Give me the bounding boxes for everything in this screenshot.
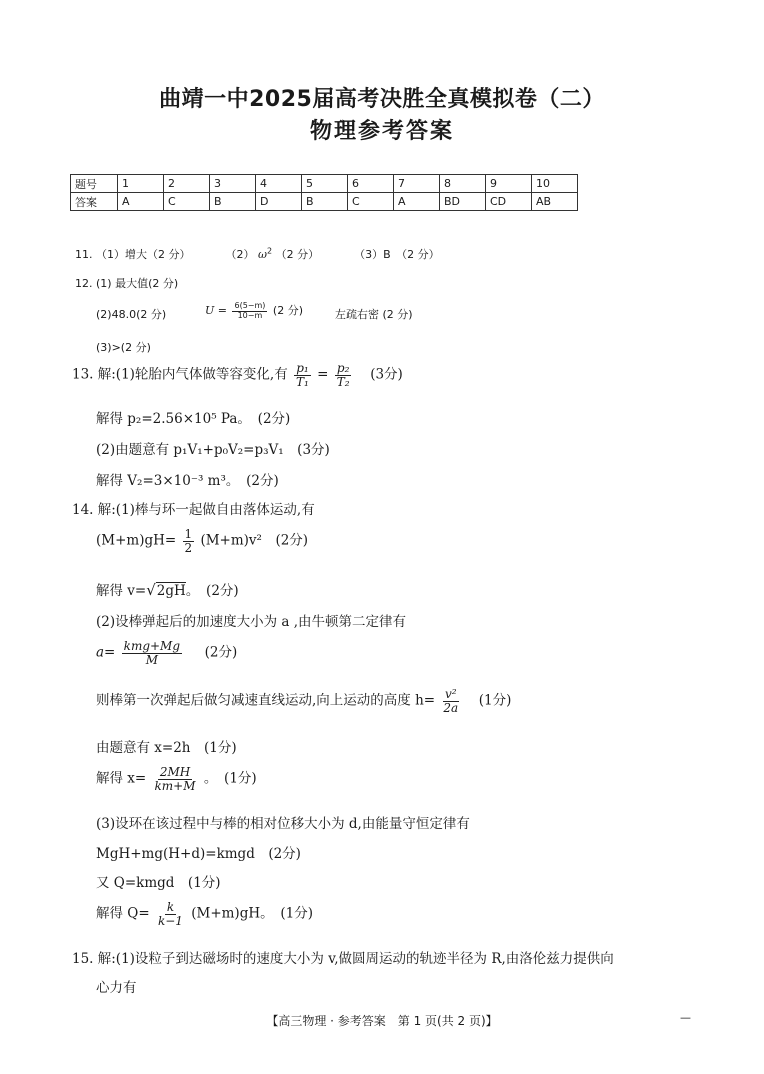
answer-cell: C <box>348 193 394 211</box>
q13-fraction-left-denominator: T₁ <box>296 374 309 389</box>
q14-line4: (2)设棒弹起后的加速度大小为 a ,由牛顿第二定律有 <box>96 614 407 630</box>
question-number-cell: 3 <box>210 175 256 193</box>
q12-part2a: (2)48.0(2 分) <box>96 308 167 321</box>
q14-line2 <box>96 528 308 554</box>
answer-table-answer-row <box>71 193 578 211</box>
q12-formula-prefix: U = <box>205 304 227 317</box>
q14-accel-numerator: kmg+Mg <box>123 639 181 653</box>
q13-line4: 解得 V₂=3×10⁻³ m³。 (2分) <box>96 473 279 489</box>
q11-number: 11. <box>75 248 93 261</box>
q11-part2-label: （2） <box>225 248 255 261</box>
q12-fraction <box>232 302 267 320</box>
q14-line12-left: 解得 Q= <box>96 905 150 922</box>
q13-equals: = <box>317 366 329 383</box>
q14-sqrt-body: 2gH <box>156 583 186 599</box>
q14-half-numerator: 1 <box>184 527 193 541</box>
q14-height-denominator: 2a <box>443 700 459 715</box>
q14-line12 <box>96 901 313 927</box>
question-number-cell: 7 <box>394 175 440 193</box>
q13-line1-score: (3分) <box>370 366 403 383</box>
q15-line2: 心力有 <box>96 980 137 996</box>
q12-fraction-numerator: 6(5−m) <box>234 301 266 311</box>
q14-line8 <box>96 766 257 792</box>
q14-line3-left: 解得 v= <box>96 583 147 599</box>
page-footer: 【高三物理 · 参考答案 第 1 页(共 2 页)】 <box>266 1014 498 1028</box>
question-number-cell: 8 <box>440 175 486 193</box>
question-number-cell: 9 <box>486 175 532 193</box>
question-number-cell: 5 <box>302 175 348 193</box>
q14-line5-score: (2分) <box>204 644 238 661</box>
q11-part3: （3）B （2 分） <box>354 248 440 261</box>
q15-line1: 15. 解:(1)设粒子到达磁场时的速度大小为 v,做圆周运动的轨迹半径为 R,由洛伦兹力提供向 <box>72 951 614 967</box>
q14-line8-right: 。 (1分) <box>203 770 257 787</box>
corner-mark: — <box>680 1011 691 1024</box>
answer-cell: B <box>302 193 348 211</box>
q14-line2-right: (M+m)v² (2分) <box>200 532 309 549</box>
q14-height-fraction <box>441 688 460 714</box>
q12-part2b <box>205 302 303 320</box>
q14-line5-left: a= <box>96 644 116 661</box>
answer-table-row-label: 答案 <box>71 193 118 211</box>
question-number-cell: 1 <box>118 175 164 193</box>
q14-q-fraction <box>156 901 185 927</box>
q12-part2b-score: (2 分) <box>272 304 303 317</box>
q14-half-denominator: 2 <box>184 540 193 555</box>
q14-accel-fraction <box>122 640 182 666</box>
q14-accel-denominator: M <box>145 652 158 667</box>
q14-line2-left: (M+m)gH= <box>96 532 177 549</box>
answer-cell: A <box>118 193 164 211</box>
q14-line7: 由题意有 x=2h (1分) <box>96 740 237 756</box>
q14-q-denominator: k−1 <box>157 913 183 928</box>
question-number-cell: 4 <box>256 175 302 193</box>
q12-part2c: 左疏右密 (2 分) <box>335 308 413 321</box>
q14-line1: 14. 解:(1)棒与环一起做自由落体运动,有 <box>72 502 315 518</box>
answer-cell: A <box>394 193 440 211</box>
q13-fraction-right-numerator: p₂ <box>336 361 350 375</box>
q13-line1 <box>72 362 403 388</box>
answer-table-number-row <box>71 175 578 193</box>
q13-line2: 解得 p₂=2.56×10⁵ Pa。 (2分) <box>96 411 291 427</box>
q13-intro: 13. 解:(1)轮胎内气体做等容变化,有 <box>72 366 288 383</box>
q12-number: 12. <box>75 277 93 290</box>
q12-line1 <box>75 275 178 291</box>
q14-line5 <box>96 640 237 666</box>
q14-line9: (3)设环在该过程中与棒的相对位移大小为 d,由能量守恒定律有 <box>96 816 470 832</box>
q14-x-numerator: 2MH <box>159 765 191 779</box>
q13-fraction-right-denominator: T₂ <box>336 374 350 389</box>
q14-x-fraction <box>153 766 198 792</box>
q13-fraction-right <box>335 362 352 388</box>
q14-line6 <box>96 688 511 714</box>
q12-part1: (1) 最大值(2 分) <box>96 277 179 290</box>
q14-line6-score: (1分) <box>478 692 512 709</box>
q11-line <box>75 246 440 262</box>
q13-fraction-left-numerator: p₁ <box>296 361 309 375</box>
q14-line6-left: 则棒第一次弹起后做匀减速直线运动,向上运动的高度 h= <box>96 692 436 709</box>
q14-line3-right: 。 (2分) <box>185 583 239 599</box>
q14-x-denominator: km+M <box>154 778 196 793</box>
q14-line12-right: (M+m)gH。 (1分) <box>191 905 313 922</box>
q13-line3: (2)由题意有 p₁V₁+p₀V₂=p₃V₁ (3分) <box>96 442 330 458</box>
question-number-cell: 10 <box>532 175 578 193</box>
answer-cell: D <box>256 193 302 211</box>
q13-fraction-left <box>294 362 311 388</box>
q11-part2-score: （2 分） <box>275 248 320 261</box>
answer-table <box>70 174 578 211</box>
question-number-cell: 2 <box>164 175 210 193</box>
answer-cell: AB <box>532 193 578 211</box>
q14-line8-left: 解得 x= <box>96 770 147 787</box>
q11-part1: （1）增大（2 分） <box>96 248 191 261</box>
answer-cell: BD <box>440 193 486 211</box>
answer-table-row-label: 题号 <box>71 175 118 193</box>
answer-cell: CD <box>486 193 532 211</box>
q12-fraction-denominator: 10−m <box>237 310 263 320</box>
page-subtitle: 物理参考答案 <box>309 119 454 144</box>
q14-q-numerator: k <box>166 900 175 914</box>
question-number-cell: 6 <box>348 175 394 193</box>
q12-part3: (3)>(2 分) <box>96 341 151 354</box>
answer-cell: B <box>210 193 256 211</box>
q14-line11: 又 Q=kmgd (1分) <box>96 875 221 891</box>
q14-line3: 解得 v=√2gH。 (2分) <box>96 581 239 599</box>
q14-height-numerator: v² <box>444 687 457 701</box>
q11-omega-symbol: ω <box>258 248 267 261</box>
q14-half-fraction <box>183 528 195 554</box>
q11-superscript: 2 <box>266 246 273 256</box>
page-title: 曲靖一中2025届高考决胜全真模拟卷（二） <box>159 87 605 112</box>
q14-line10: MgH+mg(H+d)=kmgd (2分) <box>96 846 301 862</box>
answer-cell: C <box>164 193 210 211</box>
